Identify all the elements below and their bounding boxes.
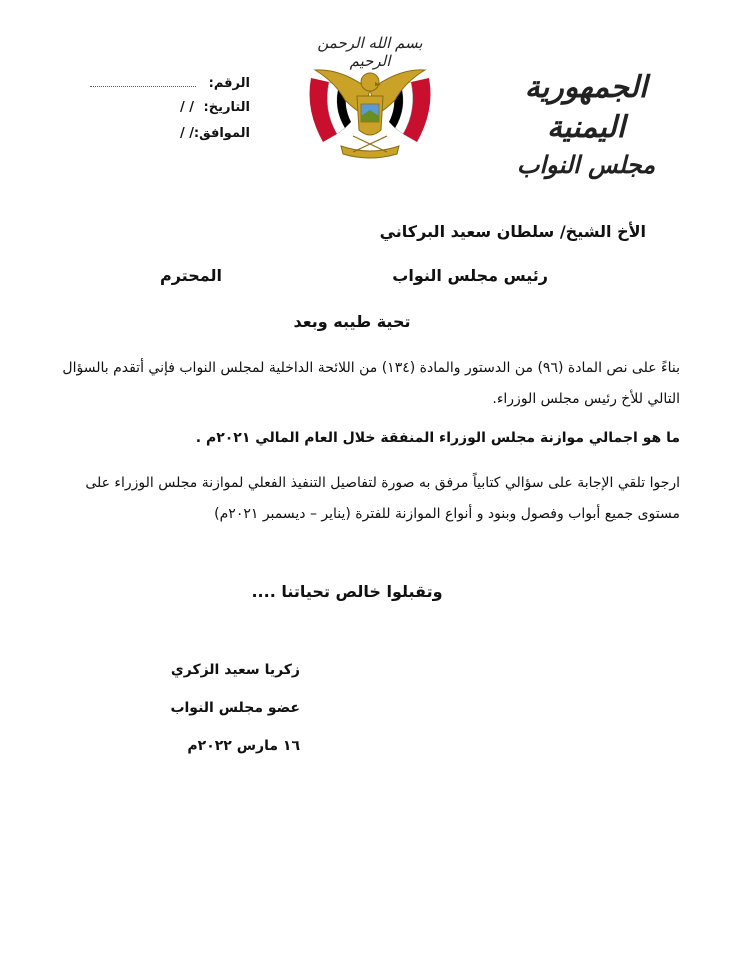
basmala: بسم الله الرحمن الرحيم: [317, 34, 423, 70]
closing-line: وتقبلوا خالص تحياتنا ....: [251, 582, 443, 601]
signatory-role: عضو مجلس النواب: [170, 700, 300, 716]
institution-name: مجلس النواب: [516, 150, 656, 179]
ref-date-row: [90, 100, 250, 126]
ref-corresponding-label: الموافق:: [193, 126, 250, 141]
recipient-line: الأخ الشيخ/ سلطان سعيد البركاني: [379, 222, 646, 241]
paragraph-1: بناءً على نص المادة (٩٦) من الدستور والمادة (١٣٤) من اللائحة الداخلية لمجلس النواب فإني أتقدم بالسؤال التالي للأخ رئيس مجلس الوزراء.: [62, 360, 680, 407]
ref-date-value: / /: [179, 100, 194, 115]
country-name: الجمهورية اليمنية: [524, 70, 648, 145]
eagle-emblem-icon: [301, 60, 439, 164]
greeting: تحية طيبه وبعد: [293, 312, 411, 331]
ref-corresponding-row: [90, 126, 250, 152]
ref-corresponding-value: / /: [179, 126, 194, 141]
ref-number-label: الرقم:: [208, 76, 250, 91]
closing-wrap: [0, 582, 744, 601]
ref-number-row: [90, 74, 250, 100]
ref-number-line: [90, 74, 196, 87]
honorific: المحترم: [160, 266, 222, 285]
greeting-wrap: [0, 312, 744, 331]
question-line: ما هو اجمالي موازنة مجلس الوزراء المنفقة خلال العام المالي ٢٠٢١م .: [195, 430, 680, 446]
reference-fields: [90, 74, 250, 152]
recipient-title: رئيس مجلس النواب: [392, 266, 548, 285]
letterhead-title: [486, 68, 686, 182]
signature-block: [140, 662, 300, 776]
signature-date: ١٦ مارس ٢٠٢٢م: [187, 738, 300, 754]
ref-date-label: التاريخ:: [203, 100, 250, 115]
signatory-name: زكريا سعيد الزكري: [170, 662, 300, 678]
paragraph-2: ارجوا تلقي الإجابة على سؤالي كتابياً مرفق به صورة لتفاصيل التنفيذ الفعلي لموازنة مجلس الوزراء على مستوى جميع أبواب وفصول وبنود و أنواع الموازنة للفترة (يناير – ديسمبر ٢٠٢١م): [85, 475, 680, 522]
